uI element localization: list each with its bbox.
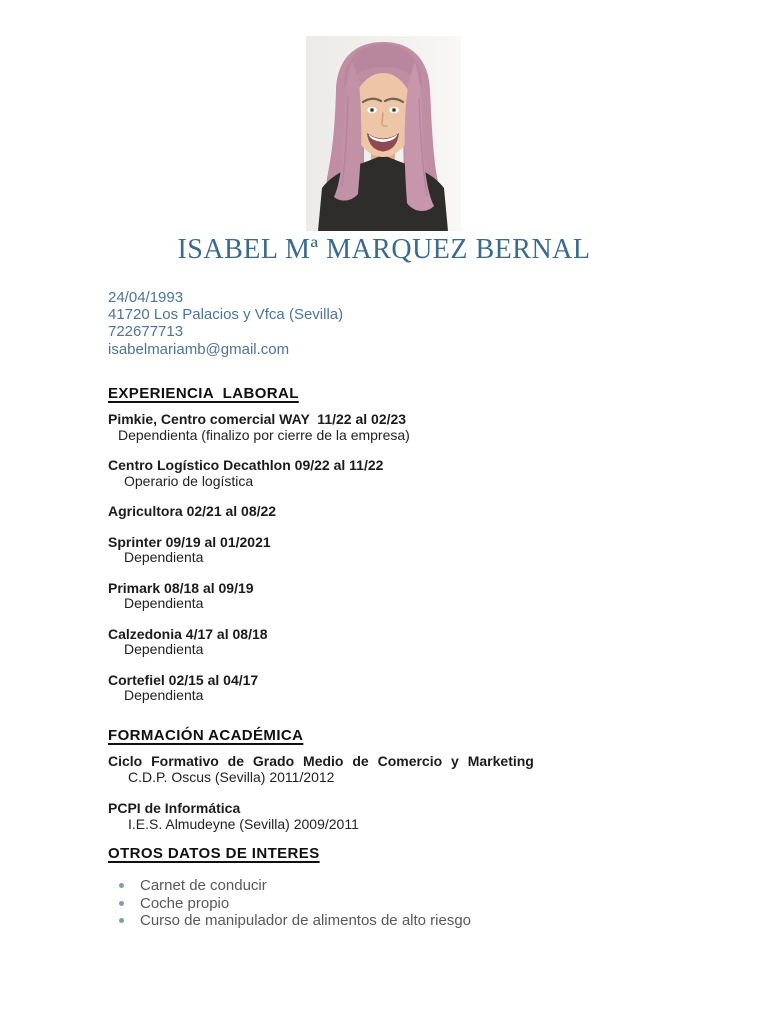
job-detail: Dependienta [124, 641, 204, 657]
job-entry [108, 504, 718, 520]
birth-date: 24/04/1993 [108, 289, 184, 306]
section-education [108, 727, 718, 848]
other-data-list [108, 877, 718, 930]
other-data-heading: OTROS DATOS DE INTERES [108, 845, 320, 862]
contact-block [108, 289, 343, 358]
job-entry [108, 627, 718, 658]
portrait-photo [306, 36, 461, 231]
bullet-icon [119, 918, 124, 923]
job-detail: Operario de logística [124, 472, 254, 489]
email-address: isabelmariamb@gmail.com [108, 340, 290, 358]
job-title: Primark 08/18 al 09/19 [108, 579, 254, 596]
education-heading: FORMACIÓN ACADÉMICA [108, 727, 304, 744]
education-detail: C.D.P. Oscus (Sevilla) 2011/2012 [128, 768, 335, 785]
education-title: Ciclo Formativo de Grado Medio de Comercio y Marketing [108, 753, 534, 769]
address: 41720 Los Palacios y Vfca (Sevilla) [108, 306, 344, 324]
job-detail: Dependienta [124, 549, 204, 565]
education-detail: I.E.S. Almudeyne (Sevilla) 2009/2011 [128, 815, 359, 832]
job-title: Cortefiel 02/15 al 04/17 [108, 671, 259, 688]
portrait-illustration [306, 36, 461, 231]
page-title: ISABEL Mª MARQUEZ BERNAL [177, 234, 591, 265]
list-item [108, 895, 718, 913]
education-entry [108, 801, 718, 832]
job-entry [108, 458, 718, 489]
job-title: Calzedonia 4/17 al 08/18 [108, 625, 268, 642]
job-title: Centro Logístico Decathlon 09/22 al 11/22 [108, 457, 384, 473]
list-item-label: Curso de manipulador de alimentos de alto riesgo [140, 912, 472, 929]
job-title: Pimkie, Centro comercial WAY 11/22 al 02/23 [108, 411, 407, 427]
job-title: Sprinter 09/19 al 01/2021 [108, 533, 271, 550]
phone-number: 722677713 [108, 323, 184, 341]
job-entry [108, 535, 718, 566]
job-entry [108, 412, 718, 443]
experience-heading: EXPERIENCIA LABORAL [108, 385, 299, 402]
list-item [108, 877, 718, 895]
job-detail: Dependienta (finalizo por cierre de la empresa) [118, 426, 410, 443]
job-title: Agricultora 02/21 al 08/22 [108, 503, 277, 519]
education-title: PCPI de Informática [108, 800, 241, 816]
job-entry [108, 673, 718, 704]
job-entry [108, 581, 718, 612]
list-item [108, 912, 718, 930]
section-other-data [108, 845, 718, 930]
section-experience [108, 385, 718, 719]
education-entry [108, 754, 718, 785]
list-item-label: Coche propio [140, 894, 230, 912]
job-detail: Dependienta [124, 687, 204, 703]
list-item-label: Carnet de conducir [140, 877, 267, 894]
job-detail: Dependienta [124, 595, 204, 611]
bullet-icon [119, 901, 124, 906]
bullet-icon [119, 883, 124, 888]
